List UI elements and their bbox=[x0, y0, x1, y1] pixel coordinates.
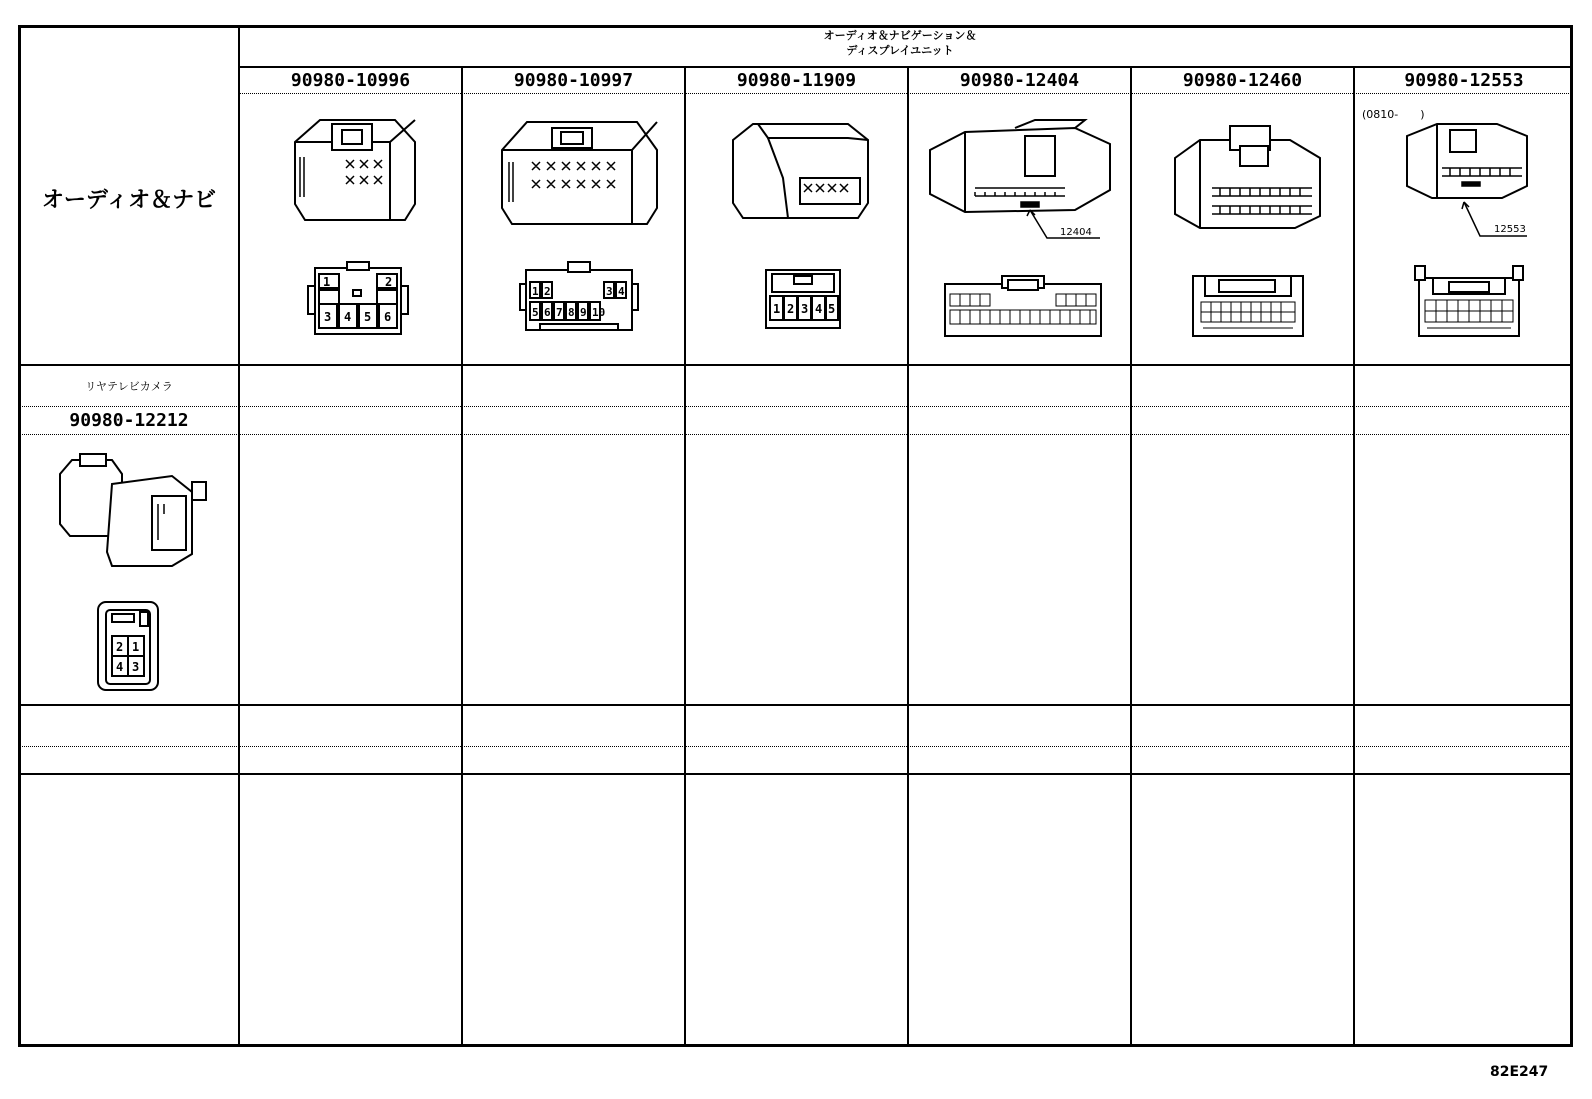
connector-illustration-10997 bbox=[497, 112, 661, 232]
svg-text:2: 2 bbox=[116, 640, 124, 654]
svg-text:12404: 12404 bbox=[1060, 227, 1092, 238]
rear-camera-connector-face bbox=[96, 600, 160, 692]
row-divider bbox=[238, 66, 1573, 68]
column-divider bbox=[907, 66, 909, 1047]
connector-illustration-12460 bbox=[1170, 118, 1325, 236]
svg-text:8: 8 bbox=[568, 306, 575, 319]
connector-face-11909 bbox=[762, 266, 844, 332]
connector-face-10997 bbox=[520, 262, 638, 340]
svg-text:6: 6 bbox=[544, 306, 551, 319]
row-divider bbox=[18, 773, 1573, 775]
part-number: 90980-11909 bbox=[736, 70, 857, 91]
connector-illustration-10996 bbox=[290, 112, 420, 230]
svg-text:4: 4 bbox=[116, 660, 124, 674]
row-divider bbox=[18, 704, 1573, 706]
row-divider-dotted bbox=[238, 93, 1573, 94]
svg-text:12553: 12553 bbox=[1494, 224, 1526, 235]
unit-title-line1: オーディオ＆ナビゲーション＆ bbox=[823, 29, 977, 42]
svg-text:9: 9 bbox=[580, 306, 587, 319]
svg-text:1: 1 bbox=[773, 302, 781, 316]
part-number: 90980-12460 bbox=[1182, 70, 1303, 91]
svg-text:1: 1 bbox=[132, 640, 140, 654]
connector-illustration-12404 bbox=[925, 110, 1115, 250]
svg-text:6: 6 bbox=[384, 310, 392, 324]
svg-text:3: 3 bbox=[606, 285, 613, 298]
svg-text:5: 5 bbox=[364, 310, 372, 324]
row-divider-dotted bbox=[18, 434, 1573, 435]
svg-text:4: 4 bbox=[815, 302, 823, 316]
part-number: 90980-10996 bbox=[290, 70, 411, 91]
connector-face-12460 bbox=[1189, 270, 1307, 342]
svg-text:1: 1 bbox=[532, 285, 539, 298]
connector-face-10996 bbox=[307, 262, 409, 342]
svg-text:1: 1 bbox=[323, 275, 331, 289]
svg-text:4: 4 bbox=[618, 285, 625, 298]
svg-text:2: 2 bbox=[787, 302, 795, 316]
svg-text:5: 5 bbox=[532, 306, 539, 319]
connector-face-12404 bbox=[942, 276, 1104, 340]
svg-text:3: 3 bbox=[801, 302, 809, 316]
connector-face-12553 bbox=[1415, 266, 1523, 346]
unit-title-line2: ディスプレイユニット bbox=[846, 44, 954, 57]
row-divider-dotted bbox=[18, 406, 1573, 407]
column-divider bbox=[238, 25, 240, 1047]
date-note: (0810- ) bbox=[1362, 108, 1425, 121]
column-divider bbox=[1353, 66, 1355, 1047]
svg-text:3: 3 bbox=[132, 660, 140, 674]
column-divider bbox=[684, 66, 686, 1047]
figure-id: 82E247 bbox=[1490, 1064, 1549, 1080]
connector-illustration-11909 bbox=[728, 118, 873, 230]
rear-camera-connector-illustration bbox=[52, 454, 212, 574]
svg-text:5: 5 bbox=[828, 302, 836, 316]
svg-text:10: 10 bbox=[592, 306, 606, 319]
left-unit-title: オーディオ＆ナビ bbox=[41, 188, 217, 213]
svg-text:7: 7 bbox=[556, 306, 563, 319]
svg-text:2: 2 bbox=[385, 275, 393, 289]
part-number: 90980-10997 bbox=[513, 70, 634, 91]
part-number: 90980-12553 bbox=[1404, 70, 1524, 91]
svg-text:3: 3 bbox=[324, 310, 332, 324]
column-divider bbox=[1130, 66, 1132, 1047]
row-divider-dotted bbox=[18, 746, 1573, 747]
svg-text:4: 4 bbox=[344, 310, 352, 324]
rear-camera-part-number: 90980-12212 bbox=[69, 410, 189, 431]
row-divider bbox=[18, 364, 1573, 366]
svg-text:2: 2 bbox=[544, 285, 551, 298]
connector-illustration-12553 bbox=[1402, 118, 1532, 248]
column-divider bbox=[461, 66, 463, 1047]
rear-camera-title: リヤテレビカメラ bbox=[85, 380, 173, 393]
part-number: 90980-12404 bbox=[959, 70, 1080, 91]
